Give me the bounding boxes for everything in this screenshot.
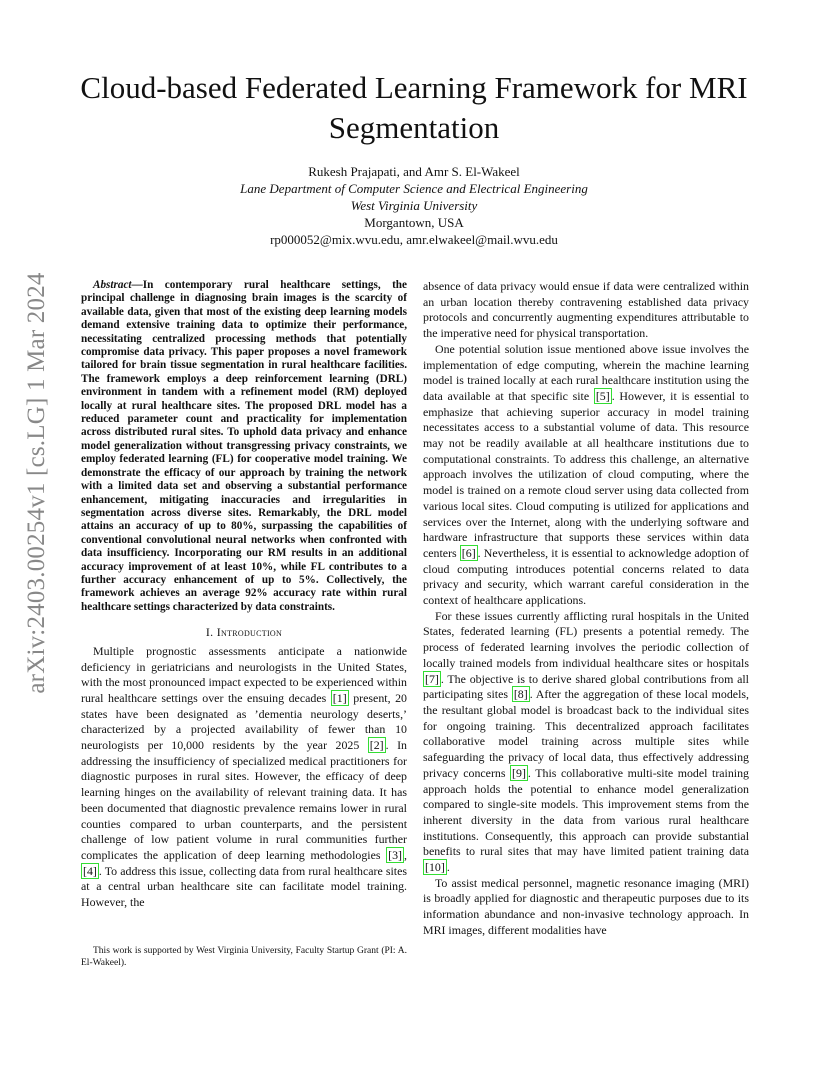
abstract-label: Abstract bbox=[93, 279, 132, 291]
citation-link[interactable]: [6] bbox=[461, 545, 476, 560]
intro-paragraph-1: Multiple prognostic assessments anticipate a nationwide deficiency in geriatricians and neurologists in the United States, with the most pronounced impact expected to be experienced within rural healthcare settings over the ensuing decades [1] present, 20 states have been designated as ’dementia neurology deserts,’ characterized by a projected availability of fewer than 10 neurologists per 10,000 residents by the year 2025 [2] . In addressing the insufficiency of specialized medical practitioners for diagnostic purposes in rural sites. However, the efficacy of deep learning hinges on the availability of relevant training data. It has been documented that diagnostic prevalence remains lower in rural counties compared to urban counterparts, and the persistent challenge of low patient volume in rural communities further complicates the application of deep learning methodologies [3] , [4] . To address this issue, collecting data from rural healthcare sites at a central urban healthcare site can facilitate model training. However, the bbox=[81, 643, 407, 910]
citation-link[interactable]: [5] bbox=[595, 388, 610, 403]
author-department: Lane Department of Computer Science and Electrical Engineering bbox=[240, 181, 588, 196]
citation-link[interactable]: [10] bbox=[425, 860, 445, 875]
section-heading-introduction: I. Introduction bbox=[205, 625, 283, 640]
citation-link[interactable]: [9] bbox=[512, 765, 526, 780]
arxiv-sidebar-stamp bbox=[22, 272, 52, 694]
citation-link[interactable]: [3] bbox=[388, 848, 403, 862]
footnote bbox=[81, 946, 407, 969]
citation-link[interactable]: [7] bbox=[425, 671, 439, 686]
arxiv-id: arXiv:2403.00254v1 [cs.LG] 1 Mar 2024 bbox=[23, 272, 50, 694]
citation-link[interactable]: [8] bbox=[513, 687, 528, 702]
abstract bbox=[81, 279, 407, 614]
author-block bbox=[100, 163, 728, 248]
left-column bbox=[81, 279, 407, 911]
right-paragraph-4: To assist medical personnel, magnetic resonance imaging (MRI) is broadly applied for diagnostic and therapeutic purposes due to its information abundance and non-invasive technology approach. In MRI images, different modalities have bbox=[423, 875, 749, 937]
author-university: West Virginia University bbox=[350, 198, 478, 213]
right-paragraph-1: absence of data privacy would ensue if data were centralized within an urban location thereby contravening established data privacy protocols and concurrently augmenting expenditures attributable to the imperative need for physical transportation. bbox=[423, 279, 749, 341]
author-names: Rukesh Prajapati, and Amr S. El-Wakeel bbox=[308, 164, 520, 179]
citation-link[interactable]: [4] bbox=[83, 863, 97, 878]
abstract-text: —In contemporary rural healthcare settings, the principal challenge in diagnosing brain images is the scarcity of available data, given that most of the existing deep learning models demand extensive training data to optimize their performance, necessitating centralized processing methods that potentially compromise data privacy. This paper proposes a novel framework tailored for brain tissue segmentation in rural healthcare facilities. The framework employs a deep reinforcement learning (DRL) environment in tandem with a refinement model (RM) deployed locally at rural healthcare sites. The proposed DRL model has a reduced parameter count and practicality for implementation across distributed rural sites. To uphold data privacy and enhance model generalization without transgressing privacy constraints, we employ federated learning (FL) for cooperative model training. We demonstrate the efficacy of our approach by training the network with a limited data set and observing a substantial performance enhancement, mitigating inaccuracies and irregularities in segmentation across diverse sites. Remarkably, the DRL model attains an accuracy of up to 80%, surpassing the capabilities of conventional convolutional neural networks when confronted with data insufficiency. Incorporating our RM results in an additional accuracy improvement of at least 10%, while FL contributes to a further accuracy enhancement of up to 5%. Collectively, the framework achieves an average 92% accuracy rate within rural healthcare settings characterized by data constraints. bbox=[81, 279, 407, 613]
paper-title: Cloud-based Federated Learning Framework for MRI Segmentation bbox=[80, 70, 748, 145]
right-paragraph-3: For these issues currently afflicting rural hospitals in the United States, federated learning (FL) presents a potential remedy. The process of federated learning involves the periodic collection of locally trained models from individual healthcare sites or hospitals [7] . The objective is to derive shared global contributions from all participating sites [8] . After the aggregation of these local models, the resultant global model is broadcast back to the individual sites for ongoing training. This decentralized approach facilitates collaborative model training across multiple sites while safeguarding the privacy of local data, thus effectively addressing privacy concerns [9] . This collaborative multi-site model training approach holds the potential to enhance model generalization compared to single-site models. This improvement stems from the inherent diversity in the data from various rural healthcare institutions. Consequently, this approach can provide substantial benefits to rural sites that may have limited patient training data [10] . bbox=[423, 608, 749, 875]
right-column bbox=[423, 279, 749, 939]
footnote-text: This work is supported by West Virginia University, Faculty Startup Grant (PI: A. El-Wakeel). bbox=[81, 946, 407, 968]
citation-link[interactable]: [2] bbox=[369, 738, 384, 753]
author-emails: rp000052@mix.wvu.edu, amr.elwakeel@mail.wvu.edu bbox=[270, 232, 558, 247]
author-location: Morgantown, USA bbox=[364, 215, 464, 230]
citation-link[interactable]: [1] bbox=[332, 690, 347, 705]
right-paragraph-2: One potential solution issue mentioned above issue involves the implementation of edge computing, wherein the machine learning model is trained locally at each rural healthcare institution using the data available at that specific site [5] . However, it is essential to emphasize that achieving superior accuracy in model training necessitates access to a substantial volume of data. This resource may not be readily available at all healthcare institutions due to computational constraints. To address this challenge, an alternative approach involves the utilization of cloud computing, where the model is trained on a remote cloud server using data collected from various local sites. Cloud computing is utilized for applications and services over the Internet, along with the underlying software and hardware infrastructure that supports these services within data centers [6] . Nevertheless, it is essential to acknowledge adoption of cloud computing introduces potential concerns related to data privacy and security, which warrant careful consideration in the context of healthcare applications. bbox=[423, 341, 749, 608]
